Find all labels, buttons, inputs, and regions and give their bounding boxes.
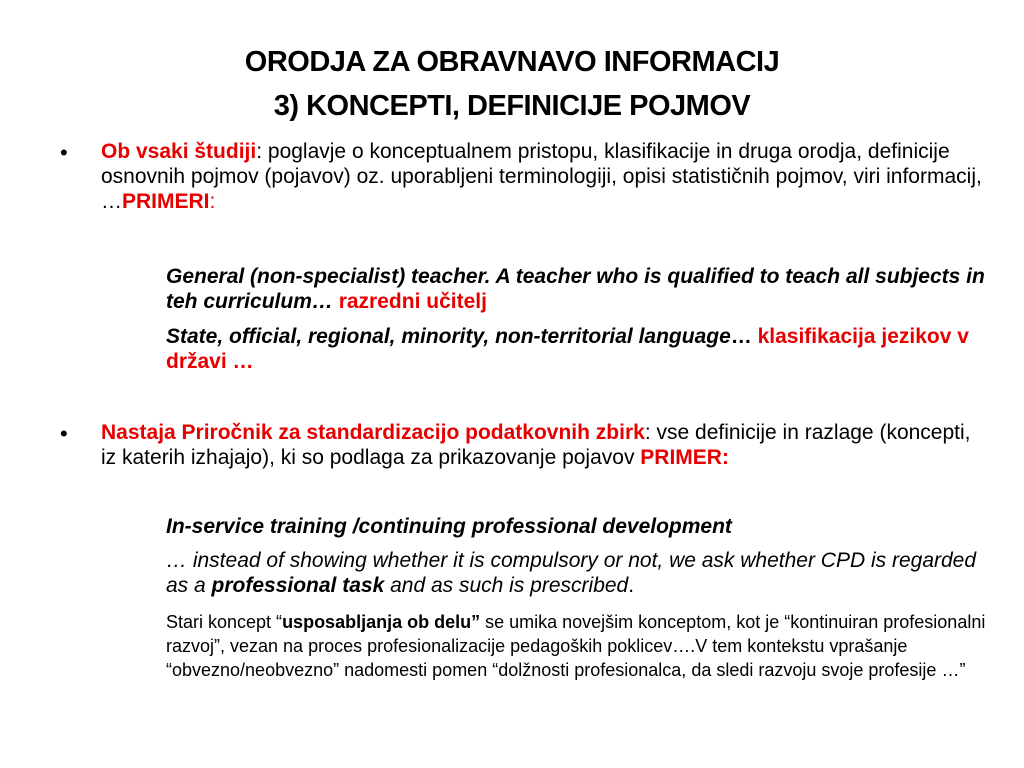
title-line-2: 3) KONCEPTI, DEFINICIJE POJMOV <box>273 90 751 122</box>
example-3-end: and as such is prescribed <box>384 574 629 597</box>
bullet-2-tag: PRIMER: <box>640 446 729 469</box>
bullet-1-tag: PRIMERI <box>122 190 210 213</box>
example-2-ellipsis: … <box>730 325 752 348</box>
example-2 <box>166 324 986 374</box>
bullet-1-body: : poglavje o konceptualnem pristopu, klasifikacije in druga orodja, definicije osnovnih pojmov (pojavov) oz. uporabljeni terminologiji, opisi statističnih pojmov, viri informacij, … <box>101 140 982 213</box>
example-3-start: … instead of showing whether it is compulsory or not, we ask whether CPD is regarded as a <box>166 549 977 597</box>
bullet-1-marker: • <box>60 140 68 165</box>
bullet-1-tail: : <box>209 190 216 213</box>
concept-note-start: Stari koncept “ <box>166 612 283 632</box>
bullet-2-lead: Nastaja Priročnik za standardizacijo podatkovnih zbirk <box>101 421 645 444</box>
example-2-translation: klasifikacija jezikov v državi … <box>166 325 969 373</box>
example-3-bold: professional task <box>211 574 385 597</box>
example-3-heading: In-service training /continuing professional development <box>166 515 732 538</box>
bullet-2-body: : vse definicije in razlage (koncepti, iz katerih izhajajo), ki so podlaga za prikazovanje pojavov <box>101 421 971 469</box>
concept-note-bold: usposabljanja ob delu” <box>282 612 481 632</box>
example-1-translation: razredni učitelj <box>332 290 487 313</box>
bullet-1-text <box>101 139 1001 214</box>
slide-title <box>0 40 1024 128</box>
example-1 <box>166 264 986 314</box>
concept-note <box>166 610 1006 682</box>
title-line-1: ORODJA ZA OBRAVNAVO INFORMACIJ <box>244 46 780 78</box>
bullet-2-marker: • <box>60 421 68 446</box>
bullet-1-lead: Ob vsaki študiji <box>101 140 257 163</box>
example-3-period: . <box>628 574 635 597</box>
bullet-2-text <box>101 420 991 470</box>
concept-note-end: se umika novejšim konceptom, kot je “kontinuiran profesionalni razvoj”, vezan na proces profesionalizacije pedagoških poklicev….V tem kontekstu vprašanje “obvezno/neobvezno” nadomesti pomen “dolžnosti profesionalca, da sledi razvoju svoje profesije …” <box>166 612 986 680</box>
example-3-body <box>166 548 986 598</box>
example-2-text: State, official, regional, minority, non-territorial language <box>166 325 731 348</box>
example-1-text: General (non-specialist) teacher. A teacher who is qualified to teach all subjects in teh curriculum… <box>166 265 985 313</box>
